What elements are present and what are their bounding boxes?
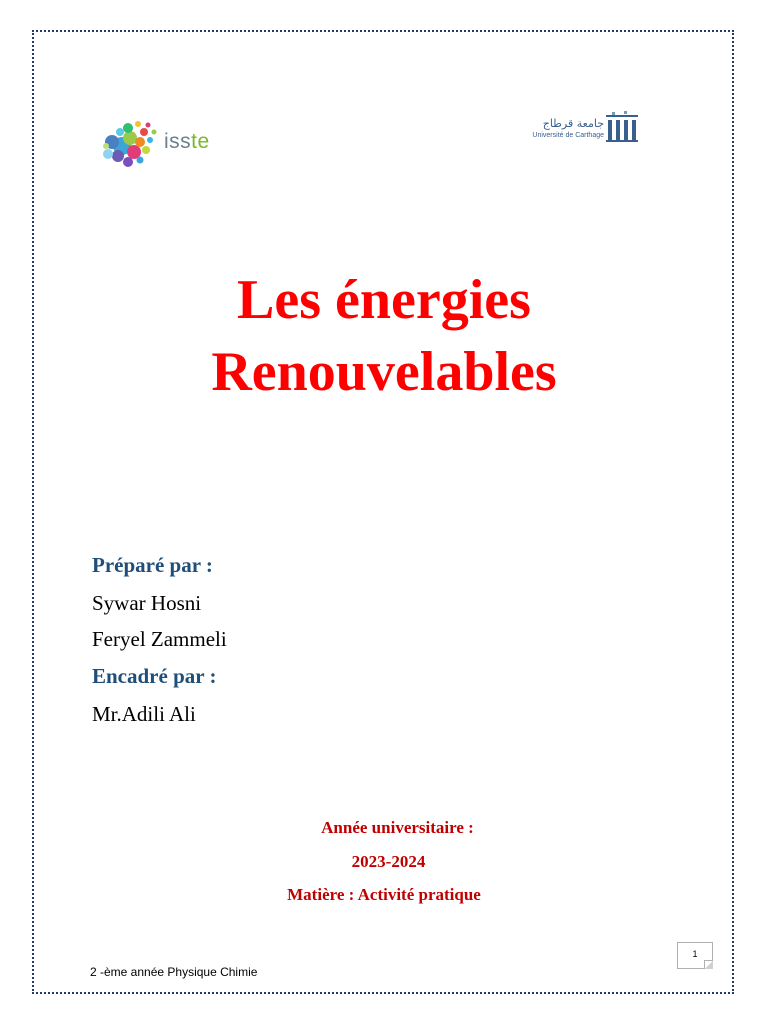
academic-year: 2023-2024	[351, 852, 426, 871]
isste-logo-dots	[100, 116, 164, 172]
document-title	[0, 264, 768, 408]
page-border	[32, 30, 734, 994]
isste-logo	[100, 116, 230, 172]
page-number: 1	[677, 942, 713, 969]
university-latin-name: Université de Carthage	[532, 132, 604, 139]
prepared-by-label: Préparé par :	[92, 553, 213, 577]
university-logo	[528, 108, 640, 166]
academic-year-label: Année universitaire :	[321, 818, 474, 837]
author-name-1: Sywar Hosni	[92, 591, 202, 615]
author-name-2: Feryel Zammeli	[92, 627, 227, 651]
supervised-by-label: Encadré par :	[92, 664, 217, 688]
university-arabic-name: جامعة قرطاج	[542, 117, 604, 130]
subject: Matière : Activité pratique	[287, 885, 481, 904]
supervisor-name: Mr.Adili Ali	[92, 702, 196, 726]
title-line-1: Les énergies	[237, 269, 531, 331]
footer-text: 2 -ème année Physique Chimie	[90, 965, 258, 979]
page-corner-fold-icon	[704, 960, 713, 969]
isste-wordmark: isste	[164, 130, 210, 153]
title-line-2: Renouvelables	[211, 341, 557, 403]
